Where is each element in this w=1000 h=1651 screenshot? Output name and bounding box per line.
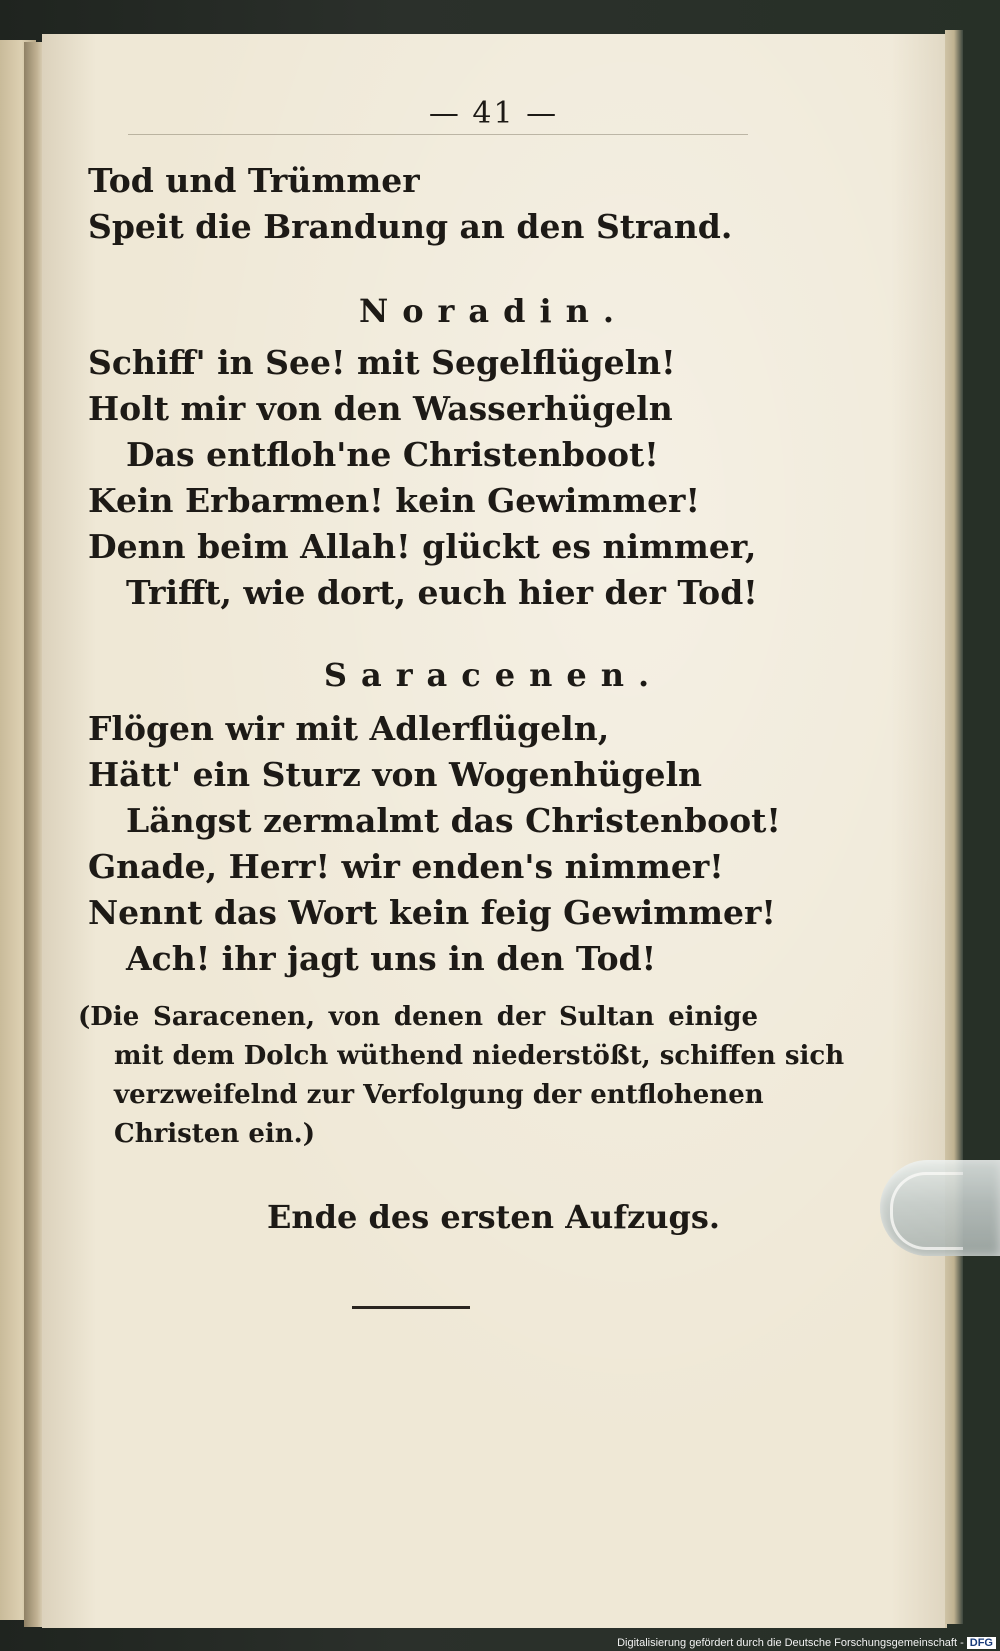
verse-line: Ach! ihr jagt uns in den Tod! <box>126 939 657 978</box>
direction-line: mit dem Dolch wüthend niederstößt, schiffen sich <box>114 1041 845 1071</box>
verse-line: Schiff' in See! mit Segelflügeln! <box>88 343 676 382</box>
verse-line: Tod und Trümmer <box>88 161 420 200</box>
verse-line: Trifft, wie dort, euch hier der Tod! <box>126 573 758 612</box>
verse-line: Holt mir von den Wasserhügeln <box>88 389 673 428</box>
page-clip <box>880 1160 1000 1256</box>
direction-line: (Die Saracenen, von denen der Sultan einige <box>78 1002 758 1032</box>
verse-line: Hätt' ein Sturz von Wogenhügeln <box>88 755 703 794</box>
verse-line: Das entfloh'ne Christenboot! <box>126 435 659 474</box>
credit-text: Digitalisierung gefördert durch die Deutsche Forschungsgemeinschaft - <box>617 1637 964 1649</box>
verse-line: Nennt das Wort kein feig Gewimmer! <box>88 893 776 932</box>
end-rule <box>352 1306 470 1309</box>
opening-verse <box>88 158 732 250</box>
dfg-logo: DFG <box>967 1637 996 1649</box>
verse-line: Flögen wir mit Adlerflügeln, <box>88 709 610 748</box>
verse-line: Gnade, Herr! wir enden's nimmer! <box>88 847 724 886</box>
header-rule <box>128 134 748 135</box>
saracenen-verse <box>88 706 781 982</box>
page-number: — 41 — <box>428 96 559 131</box>
direction-line: verzweifelnd zur Verfolgung der entflohenen <box>114 1080 764 1110</box>
verse-line: Speit die Brandung an den Strand. <box>88 207 733 246</box>
speaker-saracenen: Saracenen. <box>323 656 664 694</box>
page-clip-loop <box>890 1172 963 1250</box>
direction-line: Christen ein.) <box>114 1119 315 1149</box>
stage-direction <box>78 998 845 1154</box>
verse-line: Längst zermalmt das Christenboot! <box>126 801 781 840</box>
verse-line: Kein Erbarmen! kein Gewimmer! <box>88 481 700 520</box>
verse-line: Denn beim Allah! glückt es nimmer, <box>88 527 757 566</box>
noradin-verse <box>88 340 758 616</box>
right-page-edge <box>945 30 963 1624</box>
act-end-line: Ende des ersten Aufzugs. <box>266 1198 721 1236</box>
digitization-credit <box>617 1637 996 1649</box>
speaker-noradin: Noradin. <box>358 292 629 330</box>
